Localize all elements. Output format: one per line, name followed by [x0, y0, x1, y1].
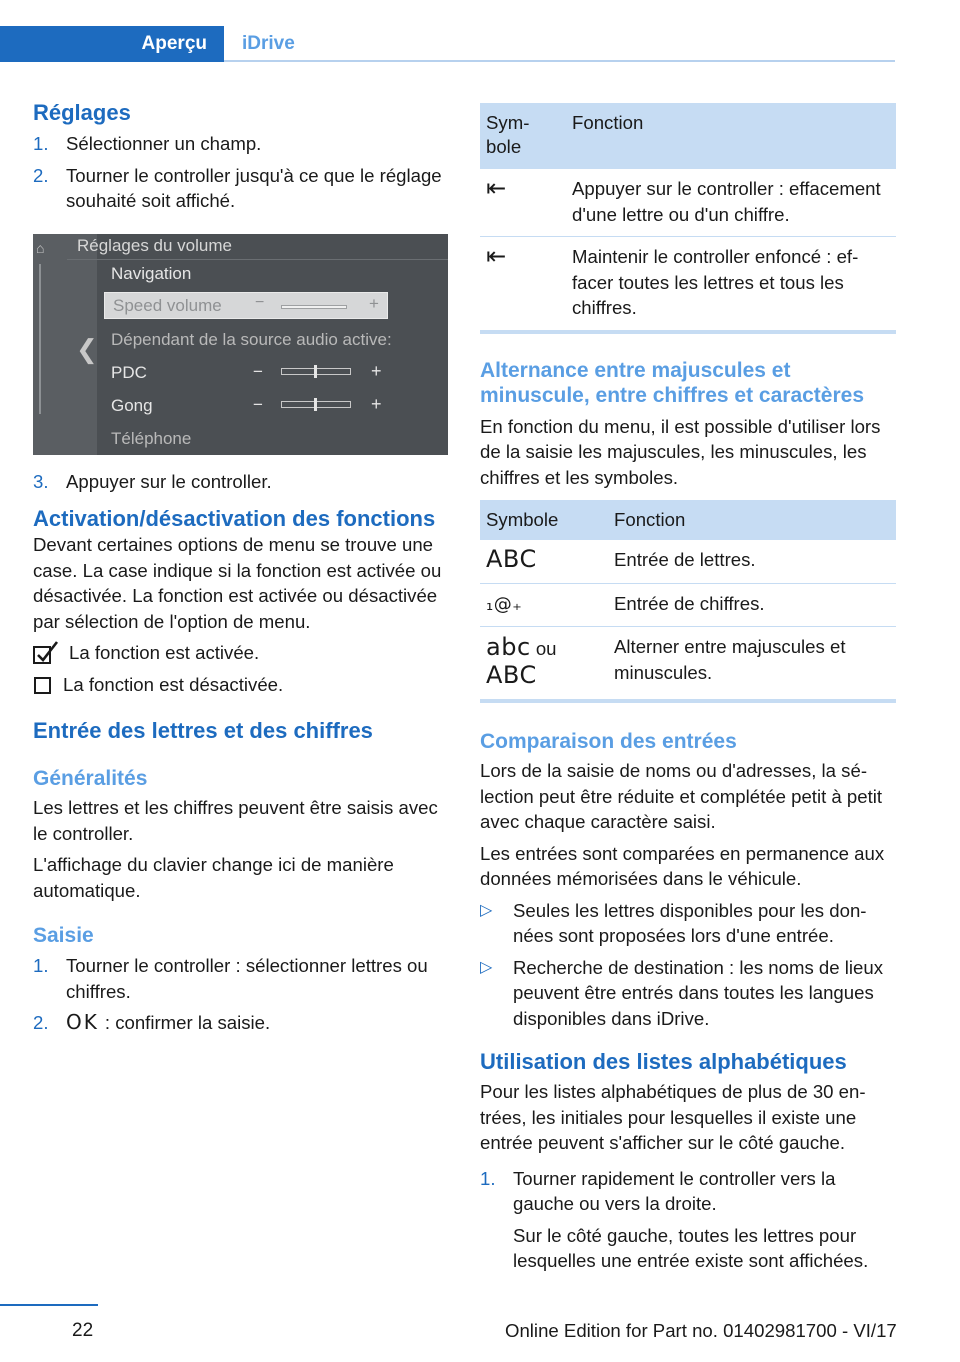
compare-bullets — [480, 898, 896, 1032]
home-icon: ⌂ — [36, 239, 45, 256]
table-row — [480, 540, 896, 583]
checked-box-icon — [33, 641, 59, 665]
slider-tick — [314, 365, 317, 378]
step-number: 1. — [480, 1167, 496, 1189]
reglages-steps — [33, 131, 448, 214]
list-item — [480, 1166, 896, 1274]
compare-text-2: Les entrées sont comparées en permanence aux données mémorisées dans le véhicule. — [480, 842, 885, 889]
general-text-2: L'affichage du clavier change ici de manière automatique. — [33, 854, 394, 901]
table-row — [480, 583, 896, 627]
table-cell: Alterner entre majuscules et minuscules. — [608, 627, 896, 702]
step-text: Tourner le controller : sélectionner lettres ou chiffres. — [66, 955, 428, 1002]
table-cell: Appuyer sur le controller : effacement d'une lettre ou d'un chiffre. — [566, 169, 896, 237]
step-text: Appuyer sur le controller. — [66, 470, 272, 492]
step-number: 1. — [33, 133, 49, 154]
general-text-1: Les lettres et les chiffres peuvent être saisis avec le controller. — [33, 797, 438, 844]
step-text: Tourner le controller jusqu'à ce que le réglage souhaité soit affiché. — [66, 164, 442, 211]
bullet-text: Recherche de destination : les noms de lieux peuvent être entrés dans toutes les langues disponibles dans iDrive. — [513, 956, 884, 1029]
uppercase-abc-icon: ABC — [486, 545, 537, 573]
compare-heading: Comparaison des entrées — [480, 730, 737, 753]
table-cell: Maintenir le controller enfoncé : effacer toutes les lettres et tous les chiffres. — [566, 237, 896, 332]
list-item — [33, 469, 448, 495]
activation-heading: Activation/désactivation des fonctions — [33, 506, 436, 531]
plus-icon: + — [371, 393, 382, 414]
letters-heading: Entrée des lettres et des chiffres — [33, 718, 373, 743]
gong-slider — [281, 401, 351, 408]
plus-icon: + — [371, 360, 382, 381]
screen-title: Réglages du volume — [77, 235, 232, 255]
back-arrow-icon: ❮ — [76, 333, 98, 364]
delete-symbol-table — [480, 103, 896, 334]
footer-line — [0, 1304, 98, 1306]
unchecked-box-icon — [33, 675, 53, 695]
minus-icon: − — [253, 361, 263, 381]
table-header: Fonction — [566, 103, 896, 169]
table-row — [480, 169, 896, 237]
step-text: Sélectionner un champ. — [66, 133, 262, 154]
table-cell: Entrée de chiffres. — [608, 583, 896, 627]
bullet-text: Seules les lettres disponibles pour les données sont proposées lors d'une entrée. — [513, 899, 867, 946]
menu-item-gong: Gong — [111, 395, 153, 415]
table-header: Symbole — [480, 500, 608, 540]
step-text: Tourner rapidement le controller vers la gauche ou vers la droite. — [513, 1167, 836, 1214]
activated-label: La fonction est activée. — [69, 642, 260, 663]
general-heading: Généralités — [33, 767, 148, 790]
pdc-slider — [281, 368, 351, 375]
case-symbol-table — [480, 500, 896, 703]
menu-item-telephone: Téléphone — [111, 428, 192, 448]
table-cell — [480, 540, 608, 583]
ou-label: ou — [535, 638, 557, 659]
numbers-symbols-icon: ₁@₊ — [486, 593, 523, 615]
case-text: En fonction du menu, il est possible d'utiliser lors de la saisie les majuscules, les minuscules, les chiffres et les symboles. — [480, 415, 881, 488]
deactivated-row — [33, 672, 448, 698]
table-header-row — [480, 103, 896, 169]
case-heading: Alternance entre majuscules et minuscule, entre chiffres et caractères — [480, 358, 865, 407]
bullet-triangle-icon: ▷ — [480, 901, 493, 919]
speed-volume-slider — [281, 305, 347, 309]
volume-settings-screen — [33, 234, 448, 455]
plus-icon: + — [369, 293, 379, 313]
menu-item-navigation: Navigation — [111, 263, 192, 283]
step-number: 1. — [33, 955, 49, 976]
list-item — [33, 131, 448, 157]
table-cell — [480, 627, 608, 702]
step-text: : confirmer la saisie. — [104, 1012, 271, 1033]
edition-text: Online Edition for Part no. 01402981700 - VI/17 — [505, 1320, 897, 1341]
lowercase-abc-icon: abc — [486, 633, 531, 661]
delete-icon: ⇤ — [486, 175, 507, 202]
table-cell — [480, 169, 566, 237]
minus-icon: − — [255, 293, 265, 311]
speed-volume-label: Speed volume — [113, 295, 222, 315]
table-cell — [480, 583, 608, 627]
table-header: Sym- bole — [480, 103, 566, 169]
step-number: 2. — [33, 1012, 49, 1033]
table-header: Fonction — [608, 500, 896, 540]
activation-text: Devant certaines options de menu se trouve une case. La case indique si la fonction est activée ou désactivée. La fonction est activée ou désactivée par sélection de l'option de menu. — [33, 534, 442, 632]
ok-icon: OK — [66, 1010, 99, 1034]
screen-strip-line — [39, 264, 41, 414]
tab-underline — [224, 60, 895, 62]
compare-text-1: Lors de la saisie de noms ou d'adresses, la sélection peut être réduite et complétée petit à petit avec chaque caractère saisi. — [480, 760, 883, 832]
uppercase-abc-icon: ABC — [486, 661, 537, 689]
table-cell: Entrée de lettres. — [608, 540, 896, 583]
page-number: 22 — [72, 1320, 94, 1341]
header-tabs — [0, 26, 895, 62]
bullet-triangle-icon: ▷ — [480, 958, 493, 976]
table-header-row — [480, 500, 896, 540]
alpha-steps — [480, 1166, 896, 1274]
table-row — [480, 627, 896, 702]
source-label: Dépendant de la source audio active: — [111, 329, 392, 349]
list-item — [33, 163, 448, 214]
reglages-heading: Réglages — [33, 100, 131, 125]
list-item — [480, 898, 896, 949]
step-subtext: Sur le côté gauche, toutes les lettres pour lesquelles une entrée existe sont affichées. — [513, 1224, 869, 1271]
deactivated-label: La fonction est désactivée. — [63, 674, 284, 695]
saisie-heading: Saisie — [33, 924, 94, 947]
activated-row — [33, 640, 448, 666]
saisie-steps — [33, 953, 448, 1036]
step-number: 2. — [33, 164, 49, 186]
menu-item-pdc: PDC — [111, 362, 147, 382]
delete-all-icon: ⇤ — [486, 243, 507, 270]
step-number: 3. — [33, 470, 49, 492]
minus-icon: − — [253, 394, 263, 414]
slider-tick — [314, 398, 317, 411]
reglages-step-3 — [33, 469, 448, 495]
speed-volume-selected — [104, 292, 388, 319]
alpha-heading: Utilisation des listes alphabétiques — [480, 1049, 847, 1074]
right-column — [480, 103, 896, 1280]
table-cell — [480, 237, 566, 332]
list-item — [33, 1010, 448, 1036]
list-item — [33, 953, 448, 1004]
alpha-text: Pour les listes alphabétiques de plus de 30 entrées, les initiales pour lesquelles il existe une entrée peuvent s'afficher sur le côté gauche. — [480, 1081, 866, 1153]
list-item — [480, 955, 896, 1032]
table-row — [480, 237, 896, 332]
left-column — [33, 100, 448, 1042]
tab-apercu[interactable]: Aperçu — [0, 26, 224, 62]
tab-idrive[interactable]: iDrive — [242, 33, 295, 54]
